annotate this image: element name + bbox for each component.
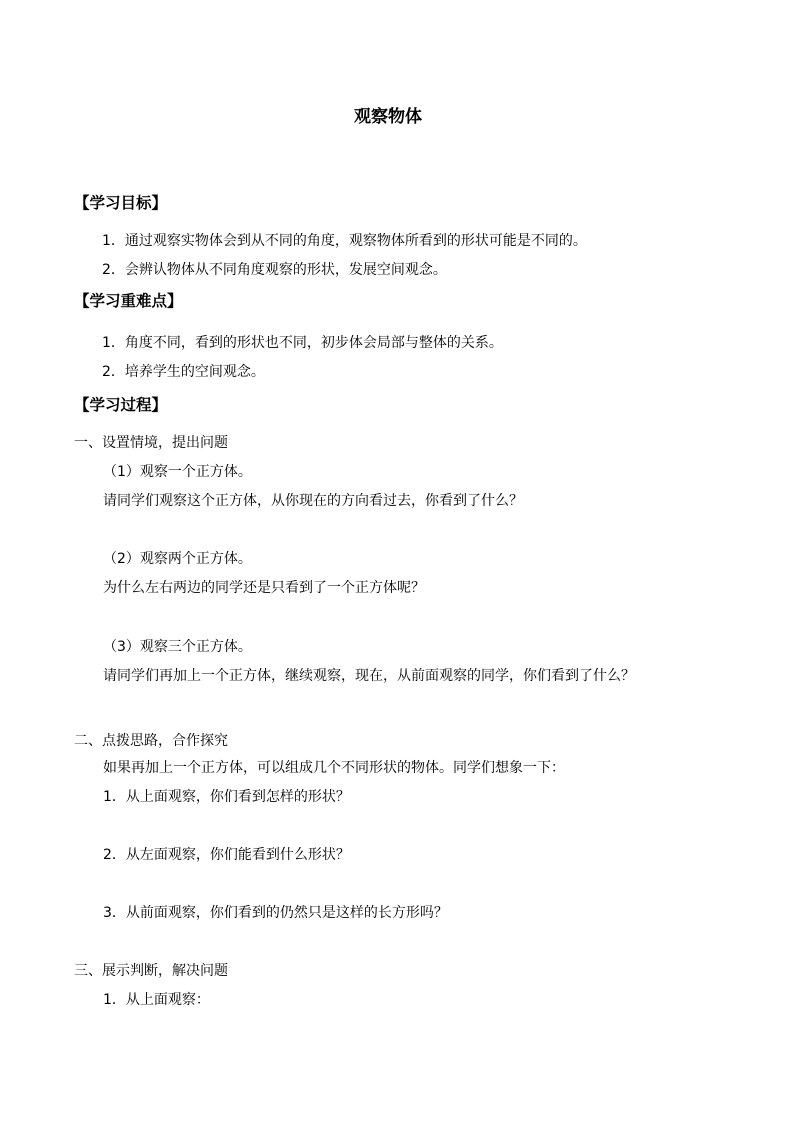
document-title: 观察物体	[354, 107, 422, 127]
part2-item-2: 2．从左面观察，你们能看到什么形状？	[103, 847, 350, 863]
part3-item-1: 1．从上面观察：	[103, 992, 210, 1008]
part1-heading: 一、设置情境，提出问题	[74, 435, 228, 451]
part2-item-3: 3．从前面观察，你们看到的仍然只是这样的长方形吗？	[103, 905, 448, 921]
part1-q2-label: （2）观察两个正方体。	[103, 551, 252, 567]
part1-q3-label: （3）观察三个正方体。	[103, 639, 252, 655]
part2-heading: 二、点拨思路，合作探究	[74, 733, 228, 749]
objective-item-1: 1．通过观察实物体会到从不同的角度，观察物体所看到的形状可能是不同的。	[102, 233, 587, 249]
part1-q3-text: 请同学们再加上一个正方体，继续观察，现在，从前面观察的同学，你们看到了什么？	[103, 668, 635, 684]
key-point-item-2: 2．培养学生的空间观念。	[102, 364, 265, 380]
key-point-item-1: 1．角度不同，看到的形状也不同，初步体会局部与整体的关系。	[102, 335, 503, 351]
part1-q2-text: 为什么左右两边的同学还是只看到了一个正方体呢？	[103, 580, 425, 596]
part1-q1-label: （1）观察一个正方体。	[103, 464, 252, 480]
section-heading-process: 【学习过程】	[74, 396, 168, 414]
section-heading-objectives: 【学习目标】	[74, 194, 168, 212]
part2-intro: 如果再加上一个正方体，可以组成几个不同形状的物体。同学们想象一下：	[103, 760, 565, 776]
part1-q1-text: 请同学们观察这个正方体，从你现在的方向看过去，你看到了什么？	[103, 493, 523, 509]
part2-item-1: 1．从上面观察，你们看到怎样的形状？	[103, 789, 350, 805]
objective-item-2: 2．会辨认物体从不同角度观察的形状，发展空间观念。	[102, 262, 447, 278]
part3-heading: 三、展示判断，解决问题	[74, 963, 228, 979]
section-heading-key-points: 【学习重难点】	[74, 292, 183, 310]
